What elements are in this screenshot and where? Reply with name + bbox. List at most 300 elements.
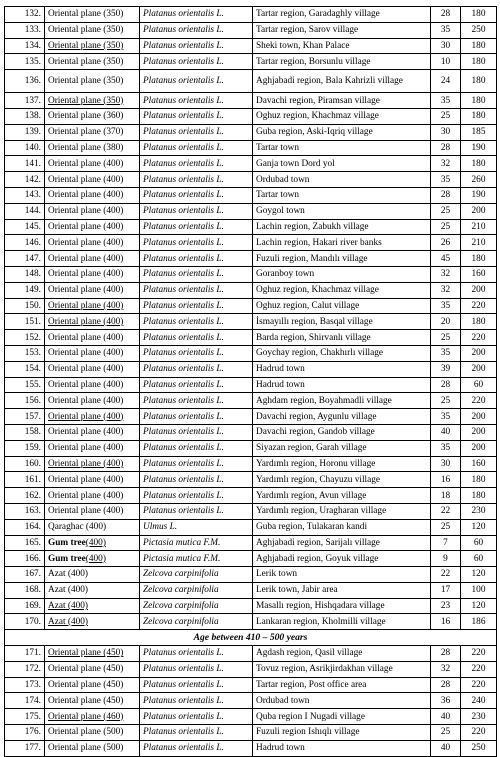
tree-name: Oriental plane (400) (45, 266, 140, 282)
height-value: 180 (461, 108, 497, 124)
species-name: Platanus orientalis L. (140, 709, 253, 725)
document-page (4, 6, 496, 754)
tree-name: Oriental plane (350) (45, 70, 140, 93)
tree-name: Oriental plane (400) (45, 424, 140, 440)
diameter-value: 9 (431, 551, 461, 567)
row-number: 146. (5, 235, 45, 251)
table-row (5, 298, 497, 314)
trees-table (4, 6, 497, 757)
location: Fuzuli region, Mandılı village (253, 251, 431, 267)
location: Yardımlı region, Uragharan village (253, 503, 431, 519)
tree-name (45, 551, 140, 567)
table-row (5, 409, 497, 425)
diameter-value: 35 (431, 440, 461, 456)
diameter-value: 16 (431, 472, 461, 488)
location: Sheki town, Khan Palace (253, 38, 431, 54)
diameter-value: 35 (431, 345, 461, 361)
row-number: 164. (5, 519, 45, 535)
height-value: 180 (461, 70, 497, 93)
location: Davachi region, Piramsan village (253, 93, 431, 109)
location: Lankaran region, Kholmilli village (253, 614, 431, 630)
row-number: 142. (5, 172, 45, 188)
table-row (5, 124, 497, 140)
species-name: Platanus orientalis L. (140, 314, 253, 330)
species-name: Platanus orientalis L. (140, 488, 253, 504)
tree-name-bold: Gum tree (48, 553, 86, 564)
species-name: Platanus orientalis L. (140, 172, 253, 188)
table-row (5, 551, 497, 567)
species-name: Platanus orientalis L. (140, 266, 253, 282)
table-row (5, 725, 497, 741)
species-name: Pictasia mutica F.M. (140, 551, 253, 567)
diameter-value: 18 (431, 488, 461, 504)
tree-name: Oriental plane (400) (45, 472, 140, 488)
location: Tovuz region, Asrikjirdakhan village (253, 661, 431, 677)
table-row (5, 535, 497, 551)
height-value: 220 (461, 661, 497, 677)
row-number: 140. (5, 140, 45, 156)
species-name: Platanus orientalis L. (140, 440, 253, 456)
row-number: 176. (5, 725, 45, 741)
location: Barda region, Shirvanlı village (253, 330, 431, 346)
height-value: 120 (461, 519, 497, 535)
location: Ganja town Dord yol (253, 156, 431, 172)
species-name: Zelcova carpinifolia (140, 598, 253, 614)
diameter-value: 32 (431, 266, 461, 282)
table-row (5, 519, 497, 535)
species-name: Platanus orientalis L. (140, 393, 253, 409)
species-name: Platanus orientalis L. (140, 345, 253, 361)
table-row (5, 488, 497, 504)
row-number: 157. (5, 409, 45, 425)
diameter-value: 40 (431, 424, 461, 440)
diameter-value: 23 (431, 598, 461, 614)
diameter-value: 7 (431, 535, 461, 551)
tree-name: Oriental plane (500) (45, 725, 140, 741)
species-name: Zelcova carpinifolia (140, 582, 253, 598)
species-name: Platanus orientalis L. (140, 22, 253, 38)
table-row (5, 472, 497, 488)
table-row (5, 330, 497, 346)
height-value: 180 (461, 93, 497, 109)
table-row (5, 54, 497, 70)
section-header (5, 630, 497, 646)
table-row (5, 93, 497, 109)
location: Oghuz region, Khachmaz village (253, 108, 431, 124)
height-value: 120 (461, 598, 497, 614)
location: Aghjabadi region, Goyuk village (253, 551, 431, 567)
table-row (5, 251, 497, 267)
species-name: Platanus orientalis L. (140, 661, 253, 677)
row-number: 136. (5, 70, 45, 93)
section-row (5, 630, 497, 646)
species-name: Zelcova carpinifolia (140, 567, 253, 583)
location: Ordubad town (253, 693, 431, 709)
species-name: Platanus orientalis L. (140, 156, 253, 172)
height-value: 220 (461, 298, 497, 314)
table-row (5, 172, 497, 188)
species-name: Platanus orientalis L. (140, 187, 253, 203)
diameter-value: 28 (431, 377, 461, 393)
table-row (5, 22, 497, 38)
row-number: 161. (5, 472, 45, 488)
location: Hadrud town (253, 361, 431, 377)
table-row (5, 345, 497, 361)
location: Aghdam region, Boyahmadli village (253, 393, 431, 409)
tree-name: Oriental plane (400) (45, 298, 140, 314)
tree-name: Oriental plane (450) (45, 677, 140, 693)
row-number: 148. (5, 266, 45, 282)
diameter-value: 35 (431, 298, 461, 314)
height-value: 200 (461, 424, 497, 440)
row-number: 154. (5, 361, 45, 377)
species-name: Platanus orientalis L. (140, 646, 253, 662)
species-name: Platanus orientalis L. (140, 330, 253, 346)
row-number: 177. (5, 740, 45, 756)
tree-name: Oriental plane (400) (45, 440, 140, 456)
row-number: 170. (5, 614, 45, 630)
height-value: 186 (461, 614, 497, 630)
tree-name: Oriental plane (400) (45, 345, 140, 361)
location: Tartar region, Sarov village (253, 22, 431, 38)
height-value: 180 (461, 251, 497, 267)
row-number: 158. (5, 424, 45, 440)
species-name: Platanus orientalis L. (140, 424, 253, 440)
table-row (5, 156, 497, 172)
tree-name: Oriental plane (400) (45, 172, 140, 188)
table-row (5, 187, 497, 203)
location: Quba region I Nugadi village (253, 709, 431, 725)
tree-name: Oriental plane (450) (45, 646, 140, 662)
diameter-value: 35 (431, 172, 461, 188)
tree-name-bold: Gum tree (48, 537, 86, 548)
tree-name: Azat (400) (45, 614, 140, 630)
diameter-value: 25 (431, 219, 461, 235)
species-name: Platanus orientalis L. (140, 725, 253, 741)
height-value: 180 (461, 38, 497, 54)
diameter-value: 45 (431, 251, 461, 267)
diameter-value: 17 (431, 582, 461, 598)
species-name: Platanus orientalis L. (140, 108, 253, 124)
diameter-value: 24 (431, 70, 461, 93)
row-number: 163. (5, 503, 45, 519)
tree-name: Oriental plane (350) (45, 93, 140, 109)
tree-name: Oriental plane (400) (45, 488, 140, 504)
row-number: 159. (5, 440, 45, 456)
row-number: 135. (5, 54, 45, 70)
height-value: 240 (461, 693, 497, 709)
location: Fuzuli region Ishıqlı village (253, 725, 431, 741)
species-name: Platanus orientalis L. (140, 54, 253, 70)
height-value: 190 (461, 140, 497, 156)
tree-name: Oriental plane (400) (45, 377, 140, 393)
species-name: Platanus orientalis L. (140, 740, 253, 756)
table-row (5, 709, 497, 725)
row-number: 156. (5, 393, 45, 409)
height-value: 230 (461, 503, 497, 519)
diameter-value: 22 (431, 567, 461, 583)
row-number: 152. (5, 330, 45, 346)
diameter-value: 28 (431, 646, 461, 662)
diameter-value: 25 (431, 725, 461, 741)
diameter-value: 39 (431, 361, 461, 377)
species-name: Platanus orientalis L. (140, 203, 253, 219)
tree-name: Oriental plane (400) (45, 203, 140, 219)
row-number: 167. (5, 567, 45, 583)
row-number: 162. (5, 488, 45, 504)
species-name: Platanus orientalis L. (140, 361, 253, 377)
height-value: 220 (461, 646, 497, 662)
diameter-value: 30 (431, 456, 461, 472)
species-name: Platanus orientalis L. (140, 140, 253, 156)
diameter-value: 30 (431, 38, 461, 54)
species-name: Platanus orientalis L. (140, 124, 253, 140)
species-name: Platanus orientalis L. (140, 456, 253, 472)
height-value: 200 (461, 203, 497, 219)
location: Tartar town (253, 187, 431, 203)
table-row (5, 582, 497, 598)
table-row (5, 140, 497, 156)
row-number: 139. (5, 124, 45, 140)
height-value: 200 (461, 409, 497, 425)
row-number: 144. (5, 203, 45, 219)
table-row (5, 203, 497, 219)
tree-name: Oriental plane (400) (45, 314, 140, 330)
height-value: 185 (461, 124, 497, 140)
location: Tartar region, Garadaghly village (253, 7, 431, 23)
table-row (5, 219, 497, 235)
tree-name: Oriental plane (400) (45, 251, 140, 267)
tree-age: (400) (85, 553, 106, 564)
height-value: 100 (461, 582, 497, 598)
location: Yardımlı region, Avun village (253, 488, 431, 504)
height-value: 180 (461, 488, 497, 504)
species-name: Platanus orientalis L. (140, 409, 253, 425)
species-name: Platanus orientalis L. (140, 93, 253, 109)
diameter-value: 35 (431, 93, 461, 109)
row-number: 134. (5, 38, 45, 54)
tree-name: Oriental plane (460) (45, 709, 140, 725)
tree-name: Oriental plane (400) (45, 187, 140, 203)
location: Oghuz region, Khachmaz village (253, 282, 431, 298)
tree-name: Oriental plane (400) (45, 235, 140, 251)
location: Aghjabadi region, Sarijalı village (253, 535, 431, 551)
row-number: 155. (5, 377, 45, 393)
species-name: Ulmus L. (140, 519, 253, 535)
row-number: 168. (5, 582, 45, 598)
height-value: 160 (461, 456, 497, 472)
location: Davachi region, Gandob village (253, 424, 431, 440)
location: Siyazan region, Garah village (253, 440, 431, 456)
location: Aghjabadi region, Bala Kahrizli village (253, 70, 431, 93)
row-number: 153. (5, 345, 45, 361)
location: Lachin region, Hakari river banks (253, 235, 431, 251)
row-number: 132. (5, 7, 45, 23)
location: Yardımlı region, Chayuzu village (253, 472, 431, 488)
tree-name: Oriental plane (350) (45, 22, 140, 38)
table-row (5, 38, 497, 54)
row-number: 138. (5, 108, 45, 124)
height-value: 180 (461, 472, 497, 488)
row-number: 160. (5, 456, 45, 472)
height-value: 210 (461, 235, 497, 251)
section-title: Age between 410 – 500 years (5, 630, 497, 646)
diameter-value: 32 (431, 661, 461, 677)
tree-name: Oriental plane (400) (45, 330, 140, 346)
table-row (5, 661, 497, 677)
height-value: 180 (461, 314, 497, 330)
table-row (5, 567, 497, 583)
table-row (5, 266, 497, 282)
height-value: 230 (461, 709, 497, 725)
row-number: 173. (5, 677, 45, 693)
height-value: 60 (461, 551, 497, 567)
diameter-value: 40 (431, 740, 461, 756)
diameter-value: 32 (431, 282, 461, 298)
height-value: 200 (461, 361, 497, 377)
diameter-value: 36 (431, 693, 461, 709)
table-row (5, 677, 497, 693)
location: Masallı region, Hishqadara village (253, 598, 431, 614)
tree-name: Oriental plane (400) (45, 361, 140, 377)
table-row (5, 7, 497, 23)
row-number: 133. (5, 22, 45, 38)
diameter-value: 28 (431, 677, 461, 693)
species-name: Platanus orientalis L. (140, 693, 253, 709)
height-value: 60 (461, 377, 497, 393)
location: Tartar region, Borsunlu village (253, 54, 431, 70)
height-value: 190 (461, 187, 497, 203)
tree-name: Azat (400) (45, 582, 140, 598)
table-row (5, 424, 497, 440)
diameter-value: 25 (431, 393, 461, 409)
tree-name: Oriental plane (360) (45, 108, 140, 124)
location: Lerik town (253, 567, 431, 583)
height-value: 180 (461, 7, 497, 23)
species-name: Platanus orientalis L. (140, 282, 253, 298)
table-row (5, 598, 497, 614)
diameter-value: 20 (431, 314, 461, 330)
table-body-b (5, 646, 497, 757)
tree-name: Azat (400) (45, 598, 140, 614)
table-row (5, 440, 497, 456)
tree-name: Oriental plane (400) (45, 156, 140, 172)
diameter-value: 28 (431, 140, 461, 156)
location: Agdash region, Qasil village (253, 646, 431, 662)
height-value: 180 (461, 54, 497, 70)
diameter-value: 10 (431, 54, 461, 70)
location: Hadrud town (253, 377, 431, 393)
species-name: Platanus orientalis L. (140, 219, 253, 235)
tree-name: Azat (400) (45, 567, 140, 583)
table-row (5, 377, 497, 393)
tree-name: Oriental plane (400) (45, 219, 140, 235)
table-row (5, 361, 497, 377)
table-row (5, 456, 497, 472)
table-body-a (5, 7, 497, 630)
species-name: Platanus orientalis L. (140, 38, 253, 54)
tree-name: Oriental plane (400) (45, 282, 140, 298)
location: Yardımlı region, Horonu village (253, 456, 431, 472)
height-value: 260 (461, 172, 497, 188)
diameter-value: 28 (431, 7, 461, 23)
species-name: Platanus orientalis L. (140, 7, 253, 23)
row-number: 150. (5, 298, 45, 314)
height-value: 160 (461, 266, 497, 282)
diameter-value: 28 (431, 187, 461, 203)
table-row (5, 235, 497, 251)
height-value: 210 (461, 219, 497, 235)
table-row (5, 108, 497, 124)
table-row (5, 282, 497, 298)
tree-name: Oriental plane (450) (45, 661, 140, 677)
row-number: 149. (5, 282, 45, 298)
location: Tartar region, Post office area (253, 677, 431, 693)
height-value: 220 (461, 725, 497, 741)
species-name: Pictasia mutica F.M. (140, 535, 253, 551)
diameter-value: 25 (431, 203, 461, 219)
diameter-value: 25 (431, 330, 461, 346)
table-row (5, 393, 497, 409)
species-name: Platanus orientalis L. (140, 251, 253, 267)
height-value: 60 (461, 535, 497, 551)
location: Guba region, Aski-Iqriq village (253, 124, 431, 140)
row-number: 141. (5, 156, 45, 172)
tree-name: Oriental plane (370) (45, 124, 140, 140)
tree-name: Oriental plane (400) (45, 503, 140, 519)
table-row (5, 503, 497, 519)
table-row (5, 70, 497, 93)
row-number: 175. (5, 709, 45, 725)
tree-name: Oriental plane (380) (45, 140, 140, 156)
species-name: Platanus orientalis L. (140, 235, 253, 251)
row-number: 172. (5, 661, 45, 677)
tree-name (45, 535, 140, 551)
height-value: 200 (461, 440, 497, 456)
height-value: 120 (461, 567, 497, 583)
height-value: 200 (461, 282, 497, 298)
tree-age: (400) (85, 537, 106, 548)
location: Davachi region, Aygunlu village (253, 409, 431, 425)
diameter-value: 25 (431, 108, 461, 124)
height-value: 250 (461, 22, 497, 38)
table-row (5, 314, 497, 330)
height-value: 250 (461, 740, 497, 756)
row-number: 171. (5, 646, 45, 662)
row-number: 145. (5, 219, 45, 235)
tree-name: Oriental plane (400) (45, 456, 140, 472)
species-name: Zelcova carpinifolia (140, 614, 253, 630)
diameter-value: 30 (431, 124, 461, 140)
height-value: 180 (461, 156, 497, 172)
species-name: Platanus orientalis L. (140, 298, 253, 314)
diameter-value: 26 (431, 235, 461, 251)
diameter-value: 35 (431, 409, 461, 425)
row-number: 169. (5, 598, 45, 614)
diameter-value: 22 (431, 503, 461, 519)
row-number: 137. (5, 93, 45, 109)
table-row (5, 646, 497, 662)
diameter-value: 25 (431, 519, 461, 535)
location: Oghuz region, Calut village (253, 298, 431, 314)
location: Goychay region, Chakhırlı village (253, 345, 431, 361)
tree-name: Oriental plane (400) (45, 393, 140, 409)
tree-name: Oriental plane (350) (45, 38, 140, 54)
location: Lerik town, Jabir area (253, 582, 431, 598)
row-number: 143. (5, 187, 45, 203)
location: Lachin region, Zabukh village (253, 219, 431, 235)
species-name: Platanus orientalis L. (140, 70, 253, 93)
